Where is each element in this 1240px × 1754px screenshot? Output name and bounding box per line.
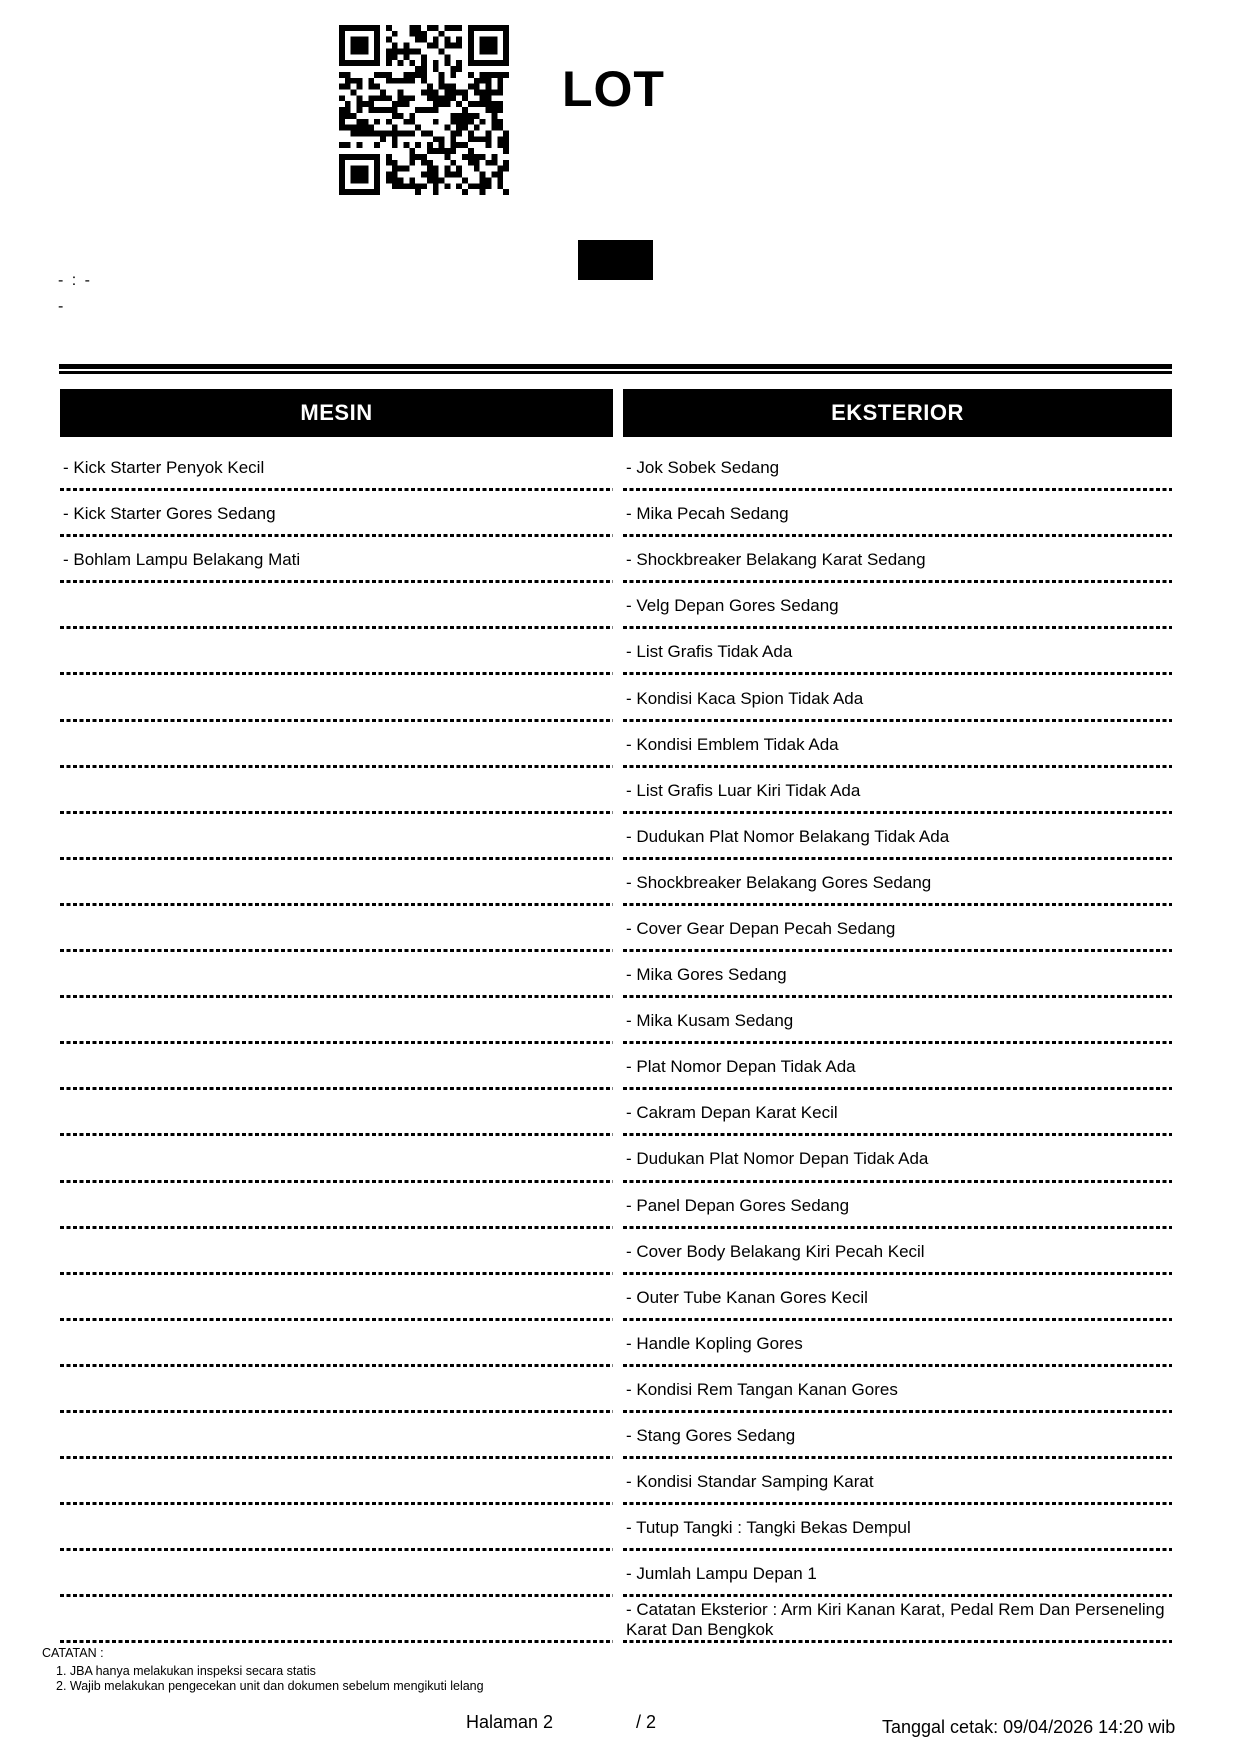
table-row [623,1090,1172,1136]
notes-list [56,1664,484,1695]
table-row [60,722,613,768]
table-row [60,629,613,675]
table-row [623,1367,1172,1413]
row-text: - Mika Kusam Sedang [626,1011,794,1031]
table-row [60,814,613,860]
table-row [623,860,1172,906]
row-text: - Outer Tube Kanan Gores Kecil [626,1287,868,1307]
row-text: - Tutup Tangki : Tangki Bekas Dempul [626,1518,911,1538]
table-row [60,445,613,491]
table-row [623,814,1172,860]
table-row [60,952,613,998]
table-row [623,629,1172,675]
row-text: - Kick Starter Penyok Kecil [63,458,265,478]
column-header-mesin: MESIN [60,389,613,437]
row-text: - Jok Sobek Sedang [626,458,780,478]
row-text: - Cover Body Belakang Kiri Pecah Kecil [626,1241,925,1261]
table-row [60,1551,613,1597]
row-text: - Velg Depan Gores Sedang [626,596,839,616]
table-row [60,1229,613,1275]
table-row [623,1136,1172,1182]
row-text: - Dudukan Plat Nomor Belakang Tidak Ada [626,826,950,846]
list-item [56,1664,484,1680]
table-row [60,1183,613,1229]
redacted-box [578,240,653,280]
table-row [623,1044,1172,1090]
row-text: - Jumlah Lampu Depan 1 [626,1564,817,1584]
footer-page-total: / 2 [636,1712,657,1732]
row-text: - Handle Kopling Gores [626,1333,803,1353]
row-text: - Plat Nomor Depan Tidak Ada [626,1057,856,1077]
qr-code [339,24,509,196]
eksterior-rows [623,437,1172,1643]
notes-title: CATATAN : [42,1646,104,1660]
row-text: - List Grafis Tidak Ada [626,642,793,662]
column-mesin [60,389,613,1643]
table-row [623,1413,1172,1459]
row-text: - Catatan Eksterior : Arm Kiri Kanan Karat, Pedal Rem Dan Perseneling Karat Dan Bengkok [626,1600,1165,1640]
row-text: - Kick Starter Gores Sedang [63,504,276,524]
table-row [60,1459,613,1505]
row-text: - Cakram Depan Karat Kecil [626,1103,838,1123]
row-text: - Kondisi Rem Tangan Kanan Gores [626,1379,898,1399]
table-row [623,1459,1172,1505]
table-row [60,1136,613,1182]
inspection-table [60,389,1172,1643]
footer-print-date: Tanggal cetak: 09/04/2026 14:20 wib [882,1717,1176,1737]
table-row [623,906,1172,952]
table-row [60,860,613,906]
table-row [60,1367,613,1413]
table-row [60,1090,613,1136]
row-text: - Mika Gores Sedang [626,965,787,985]
row-text: - Cover Gear Depan Pecah Sedang [626,918,896,938]
table-row [623,445,1172,491]
table-row [623,1321,1172,1367]
double-rule-divider [59,364,1172,374]
table-row [60,1321,613,1367]
table-row [623,491,1172,537]
row-text: 1. JBA hanya melakukan inspeksi secara statis [56,1663,316,1678]
meta-line-2: - [58,298,64,315]
row-text: - Stang Gores Sedang [626,1426,796,1446]
table-row [623,1551,1172,1597]
table-row [623,537,1172,583]
row-text: - Panel Depan Gores Sedang [626,1195,850,1215]
table-row [623,1597,1172,1643]
table-row [623,583,1172,629]
meta-line-1: - : - [58,272,92,289]
table-row [60,1597,613,1643]
table-row [60,583,613,629]
page-title: LOT [562,61,665,117]
row-text: - Kondisi Standar Samping Karat [626,1472,874,1492]
table-row [60,998,613,1044]
row-text: - Kondisi Emblem Tidak Ada [626,734,839,754]
footer-page-number: Halaman 2 [466,1712,554,1732]
table-row [623,722,1172,768]
table-row [623,768,1172,814]
table-row [623,1505,1172,1551]
column-eksterior [623,389,1172,1643]
notes-section [42,1646,484,1695]
row-text: - List Grafis Luar Kiri Tidak Ada [626,780,861,800]
table-row [623,1229,1172,1275]
row-text: - Bohlam Lampu Belakang Mati [63,550,301,570]
table-row [623,998,1172,1044]
row-text: - Kondisi Kaca Spion Tidak Ada [626,688,864,708]
table-row [60,491,613,537]
table-row [60,537,613,583]
table-row [60,675,613,721]
row-text: 2. Wajib melakukan pengecekan unit dan dokumen sebelum mengikuti lelang [56,1679,484,1693]
table-row [623,675,1172,721]
table-row [60,768,613,814]
table-row [60,1505,613,1551]
row-text: - Dudukan Plat Nomor Depan Tidak Ada [626,1149,929,1169]
table-row [623,1183,1172,1229]
list-item [56,1679,484,1695]
column-header-eksterior: EKSTERIOR [623,389,1172,437]
row-text: - Shockbreaker Belakang Gores Sedang [626,872,932,892]
row-text: - Mika Pecah Sedang [626,504,789,524]
mesin-rows [60,437,613,1643]
table-row [60,1413,613,1459]
table-row [60,1275,613,1321]
table-row [60,906,613,952]
row-text: - Shockbreaker Belakang Karat Sedang [626,550,926,570]
table-row [60,1044,613,1090]
table-row [623,1275,1172,1321]
table-row [623,952,1172,998]
